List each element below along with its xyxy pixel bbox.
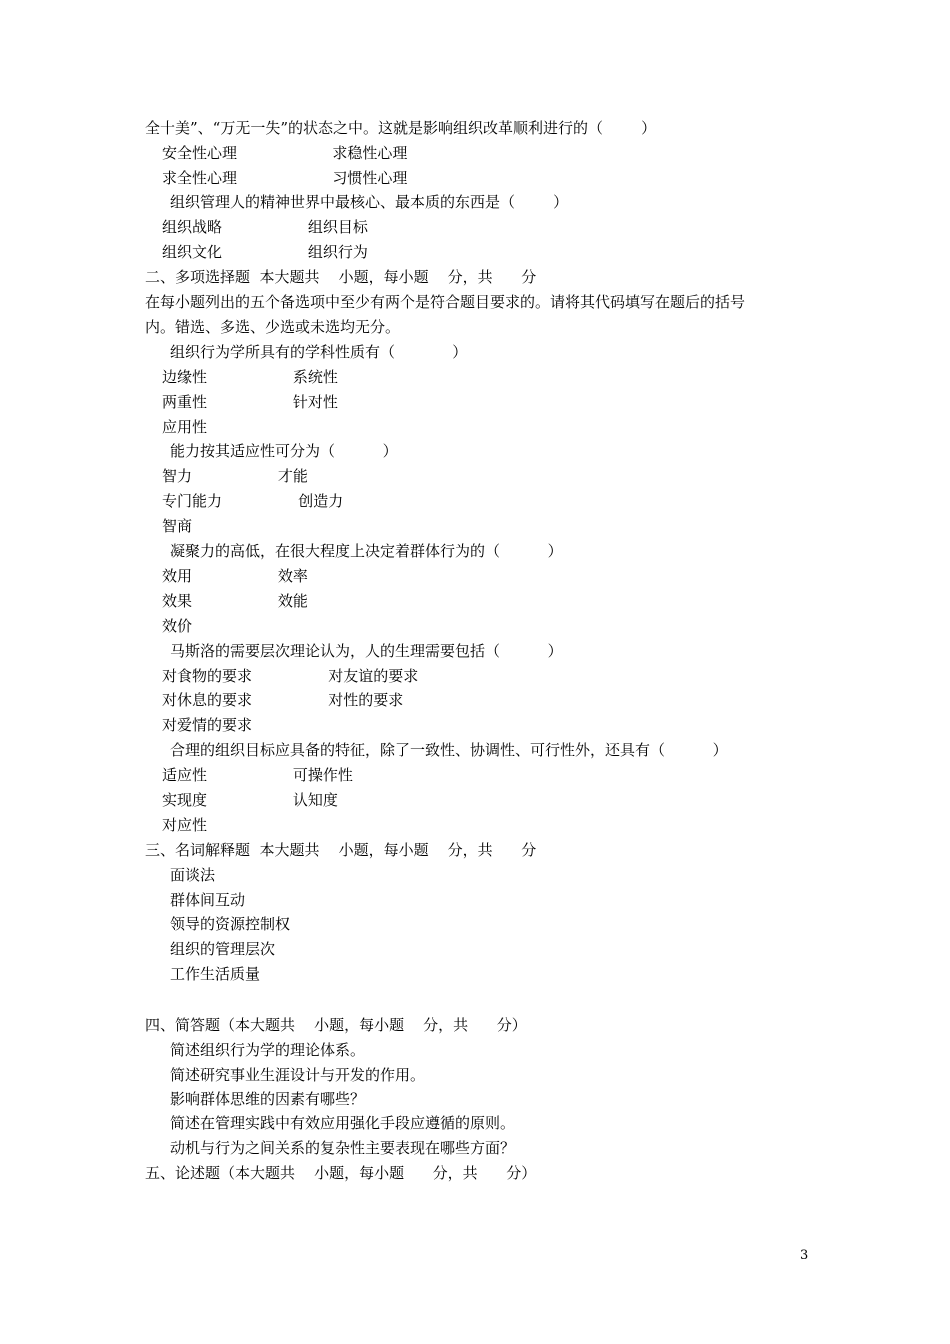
section-heading: 三、名词解释题 本大题共 小题，每小题 分，共 分 <box>145 841 537 859</box>
question-line: 领导的资源控制权 <box>170 915 291 933</box>
text-line: 全十美”、“万无一失”的状态之中。这就是影响组织改革顺利进行的（ ） <box>145 119 657 137</box>
question-line: 影响群体思维的因素有哪些？ <box>170 1090 366 1108</box>
question-line: 凝聚力的高低，在很大程度上决定着群体行为的（ ） <box>170 542 563 560</box>
option-line: 对食物的要求 对友谊的要求 <box>162 667 419 685</box>
question-line: 能力按其适应性可分为（ ） <box>170 442 398 460</box>
option-line: 对应性 <box>162 816 208 834</box>
section-heading: 四、简答题（本大题共 小题，每小题 分，共 分） <box>145 1016 527 1034</box>
option-line: 安全性心理 求稳性心理 <box>162 144 408 162</box>
option-line: 两重性 针对性 <box>162 393 338 411</box>
page-number: 3 <box>800 1248 809 1263</box>
instruction-line: 在每小题列出的五个备选项中至少有两个是符合题目要求的。请将其代码填写在题后的括号 <box>145 293 746 311</box>
option-line: 效用 效率 <box>162 567 308 585</box>
question-line: 组织管理人的精神世界中最核心、最本质的东西是（ ） <box>170 193 569 211</box>
option-line: 对爱情的要求 <box>162 716 253 734</box>
option-line: 对休息的要求 对性的要求 <box>162 691 404 709</box>
option-line: 组织战略 组织目标 <box>162 218 368 236</box>
question-line: 群体间互动 <box>170 891 246 909</box>
option-line: 适应性 可操作性 <box>162 766 353 784</box>
instruction-line: 内。错选、多选、少选或未选均无分。 <box>145 318 401 336</box>
option-line: 效果 效能 <box>162 592 308 610</box>
option-line: 应用性 <box>162 418 208 436</box>
question-line: 马斯洛的需要层次理论认为，人的生理需要包括（ ） <box>170 642 563 660</box>
option-line: 实现度 认知度 <box>162 791 338 809</box>
option-line: 智力 才能 <box>162 467 308 485</box>
question-line: 合理的组织目标应具备的特征，除了一致性、协调性、可行性外，还具有（ ） <box>170 741 728 759</box>
question-line: 简述研究事业生涯设计与开发的作用。 <box>170 1066 426 1084</box>
question-line: 组织的管理层次 <box>170 940 276 958</box>
question-line: 简述组织行为学的理论体系。 <box>170 1041 366 1059</box>
option-line: 智商 <box>162 517 193 535</box>
option-line: 专门能力 创造力 <box>162 492 344 510</box>
question-line: 组织行为学所具有的学科性质有（ ） <box>170 343 468 361</box>
option-line: 求全性心理 习惯性心理 <box>162 169 408 187</box>
question-line: 动机与行为之间关系的复杂性主要表现在哪些方面？ <box>170 1139 516 1157</box>
section-heading: 二、多项选择题 本大题共 小题，每小题 分，共 分 <box>145 268 537 286</box>
option-line: 边缘性 系统性 <box>162 368 338 386</box>
option-line: 效价 <box>162 617 193 635</box>
question-line: 简述在管理实践中有效应用强化手段应遵循的原则。 <box>170 1114 516 1132</box>
question-line: 工作生活质量 <box>170 965 261 983</box>
section-heading: 五、论述题（本大题共 小题，每小题 分，共 分） <box>145 1164 537 1182</box>
question-line: 面谈法 <box>170 866 216 884</box>
option-line: 组织文化 组织行为 <box>162 243 368 261</box>
